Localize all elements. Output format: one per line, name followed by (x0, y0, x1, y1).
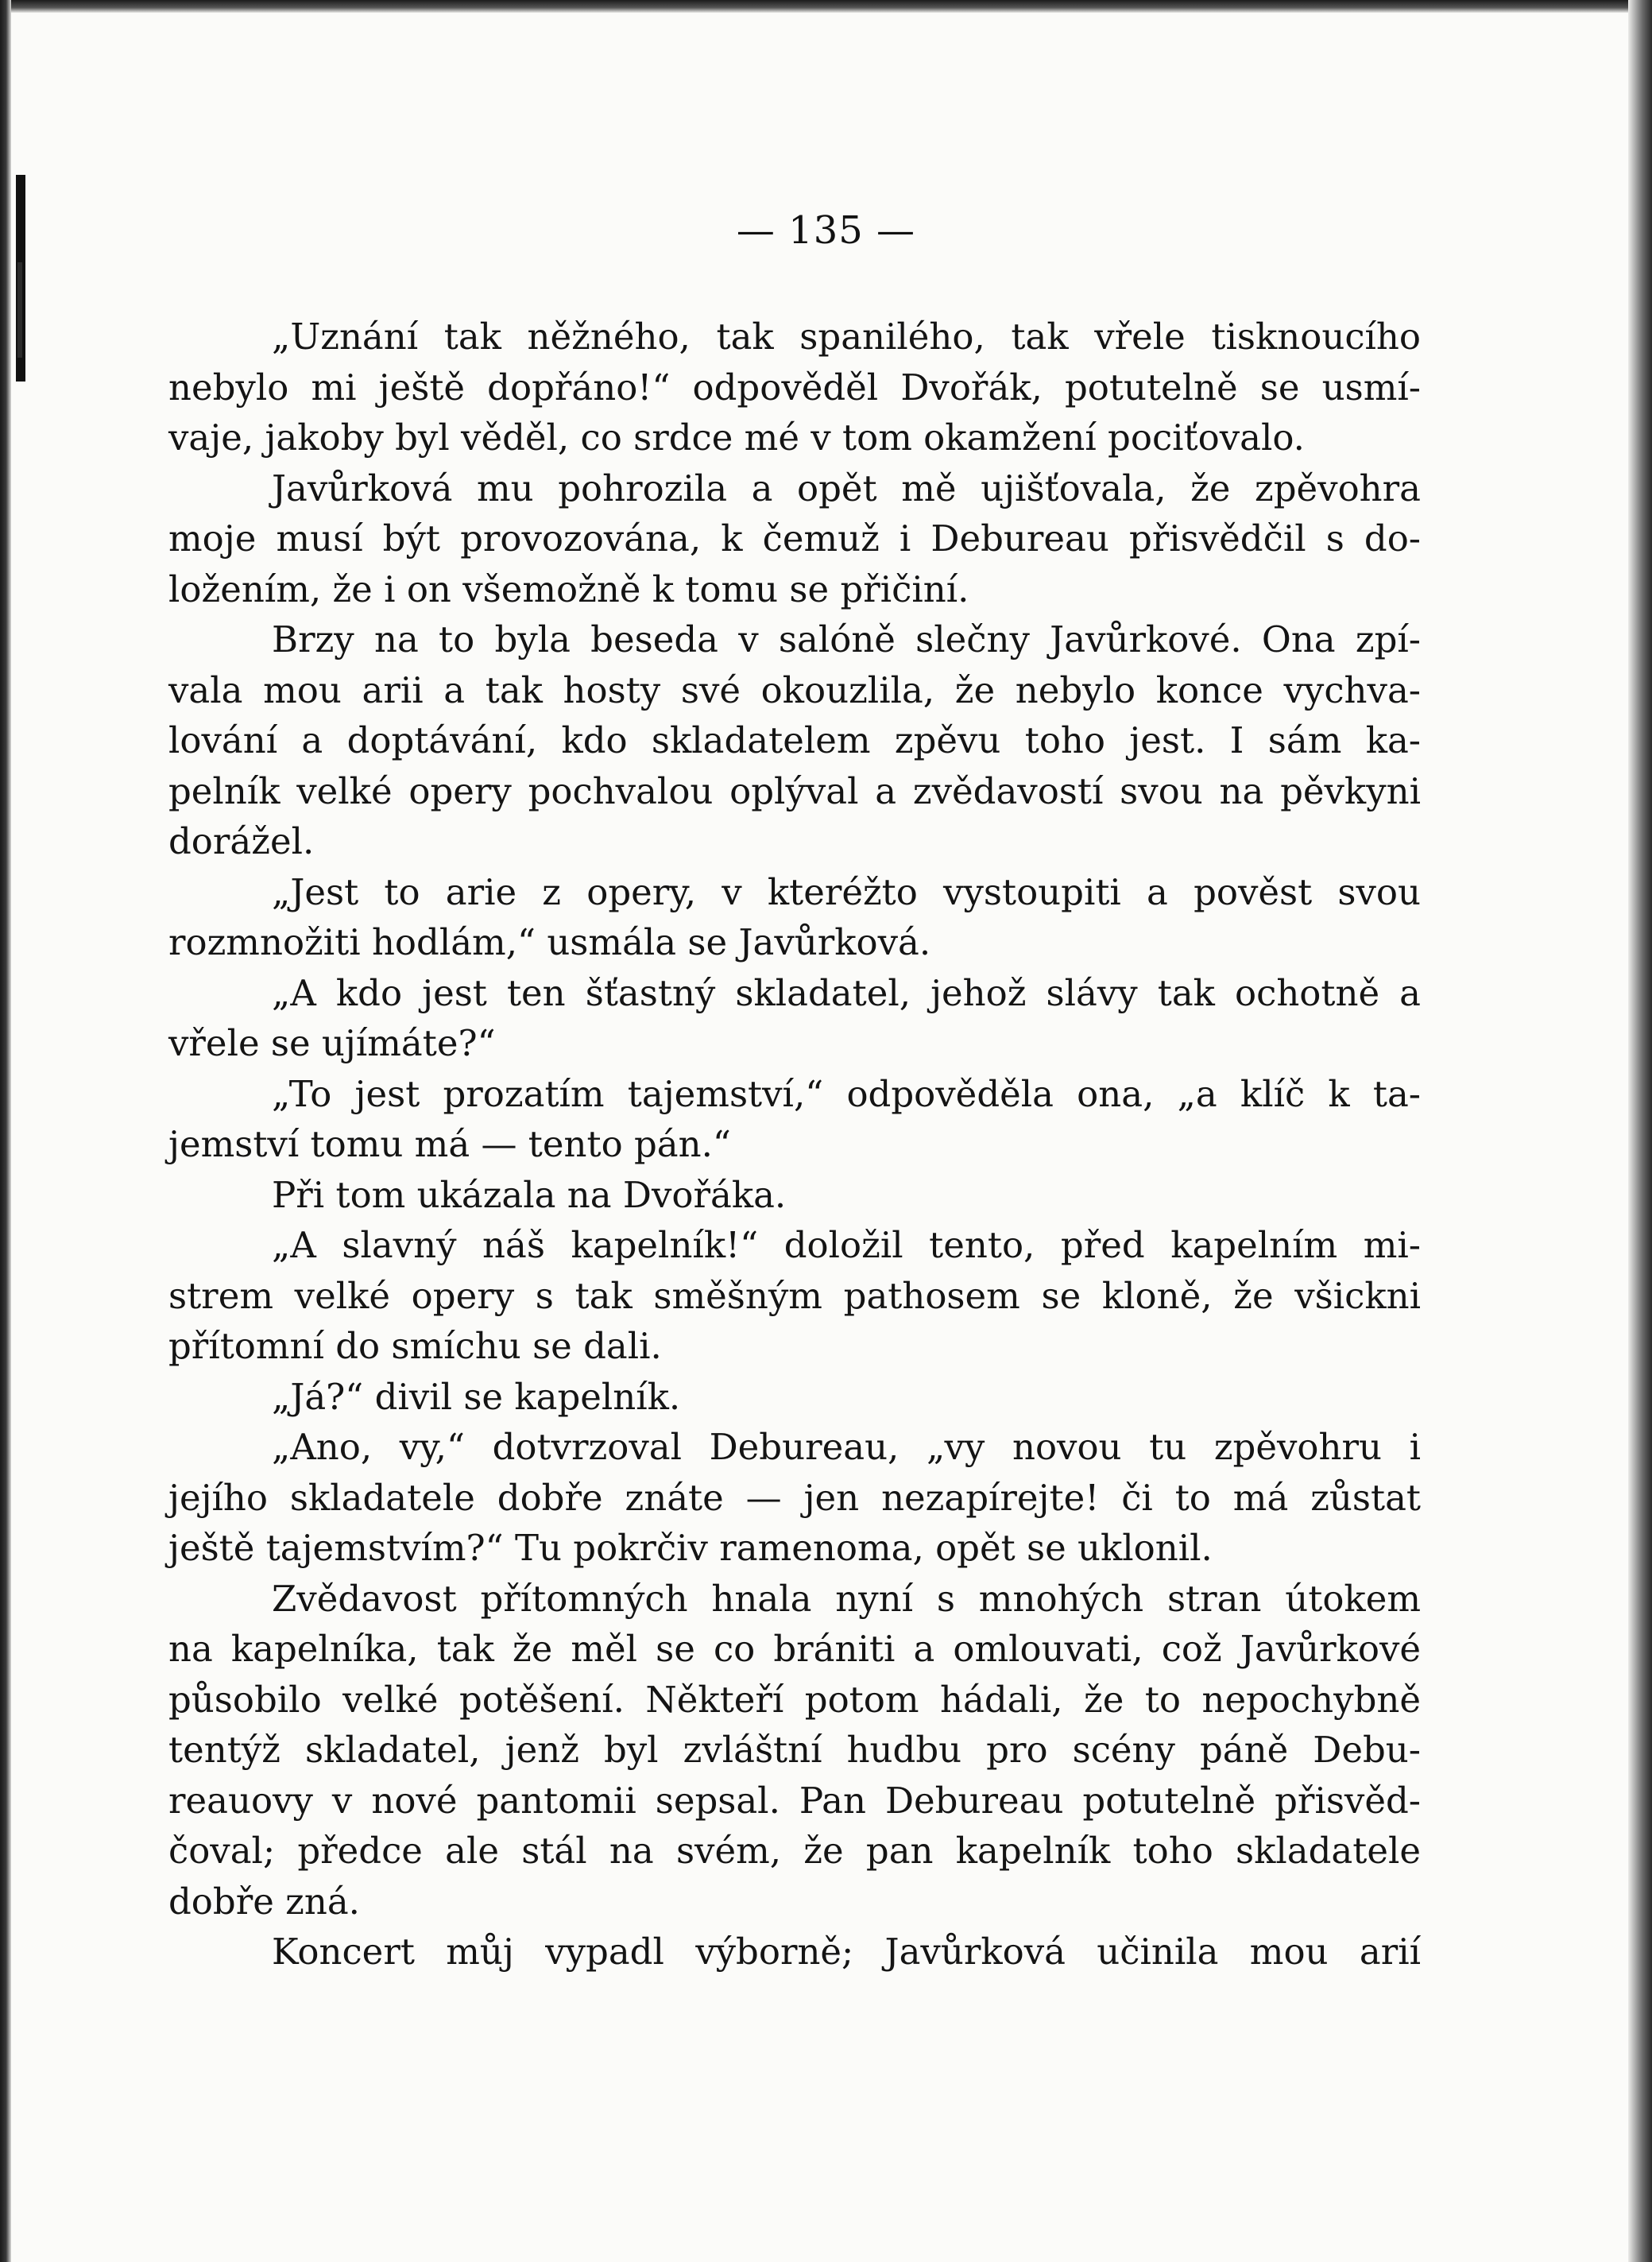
text-line: působilo velké potěšení. Někteří potom hádali, že to nepochybně (168, 1678, 1421, 1721)
text-line: „To jest prozatím tajemství,“ odpověděla ona, „a klíč k ta- (272, 1072, 1421, 1115)
text-line: „Já?“ divil se kapelník. (272, 1375, 681, 1418)
text-line: „A kdo jest ten šťastný skladatel, jehož slávy tak ochotně a (272, 971, 1421, 1014)
text-line: tentýž skladatel, jenž byl zvláštní hudbu pro scény páně Debu- (168, 1729, 1421, 1771)
text-line: „Jest to arie z opery, v kteréžto vystoupiti a pověst svou (272, 870, 1421, 913)
text-line: přítomní do smíchu se dali. (168, 1325, 662, 1367)
scan-top-edge (0, 0, 1652, 13)
text-line: lování a doptávání, kdo skladatelem zpěvu toho jest. I sám ka- (168, 719, 1421, 761)
text-line: čoval; předce ale stál na svém, že pan kapelník toho skladatele (168, 1830, 1421, 1872)
text-line: Koncert můj vypadl výborně; Javůrková učinila mou arií (272, 1931, 1421, 1973)
text-line: ještě tajemstvím?“ Tu pokrčiv ramenoma, opět se uklonil. (168, 1527, 1213, 1569)
text-line: pelník velké opery pochvalou oplýval a zvědavostí svou na pěvkyni (168, 769, 1421, 812)
text-line: nebylo mi ještě dopřáno!“ odpověděl Dvořák, potutelně se usmí- (168, 366, 1421, 409)
scan-binding-mark-inner (17, 262, 22, 358)
text-line: „A slavný náš kapelník!“ doložil tento, před kapelním mi- (272, 1224, 1421, 1266)
text-line: „Ano, vy,“ dotvrzoval Debureau, „vy novou tu zpěvohru i (272, 1426, 1421, 1468)
text-line: moje musí být provozována, k čemuž i Debureau přisvědčil s do- (168, 517, 1421, 560)
text-line: vaje, jakoby byl věděl, co srdce mé v tom okamžení pociťovalo. (168, 416, 1305, 459)
page-number: — 135 — (736, 208, 916, 253)
text-line: dorážel. (168, 820, 315, 862)
text-line: na kapelníka, tak že měl se co brániti a omlouvati, což Javůrkové (168, 1628, 1421, 1670)
text-line: reauovy v nové pantomii sepsal. Pan Debureau potutelně přisvěd- (168, 1779, 1421, 1822)
text-line: rozmnožiti hodlám,“ usmála se Javůrková. (168, 921, 931, 963)
text-line: jejího skladatele dobře znáte — jen nezapírejte! či to má zůstat (168, 1476, 1421, 1519)
text-line: Při tom ukázala na Dvořáka. (272, 1173, 787, 1216)
text-line: Javůrková mu pohrozila a opět mě ujišťovala, že zpěvohra (272, 467, 1421, 509)
text-line: vřele se ujímáte?“ (168, 1022, 496, 1064)
text-line: jemství tomu má — tento pán.“ (168, 1123, 731, 1165)
text-line: vala mou arii a tak hosty své okouzlila, že nebylo konce vychva- (168, 668, 1421, 711)
text-line: Brzy na to byla beseda v salóně slečny Javůrkové. Ona zpí- (272, 618, 1421, 660)
scan-right-edge (1628, 0, 1652, 2262)
body-text (168, 312, 1421, 1977)
text-line: dobře zná. (168, 1880, 360, 1923)
scan-left-edge (0, 0, 11, 2262)
text-line: Zvědavost přítomných hnala nyní s mnohých stran útokem (272, 1577, 1421, 1620)
text-line: strem velké opery s tak směšným pathosem se kloně, že všickni (168, 1274, 1421, 1317)
text-line: „Uznání tak něžného, tak spanilého, tak vřele tisknoucího (272, 316, 1421, 358)
text-line: ložením, že i on všemožně k tomu se přičiní. (168, 567, 969, 610)
